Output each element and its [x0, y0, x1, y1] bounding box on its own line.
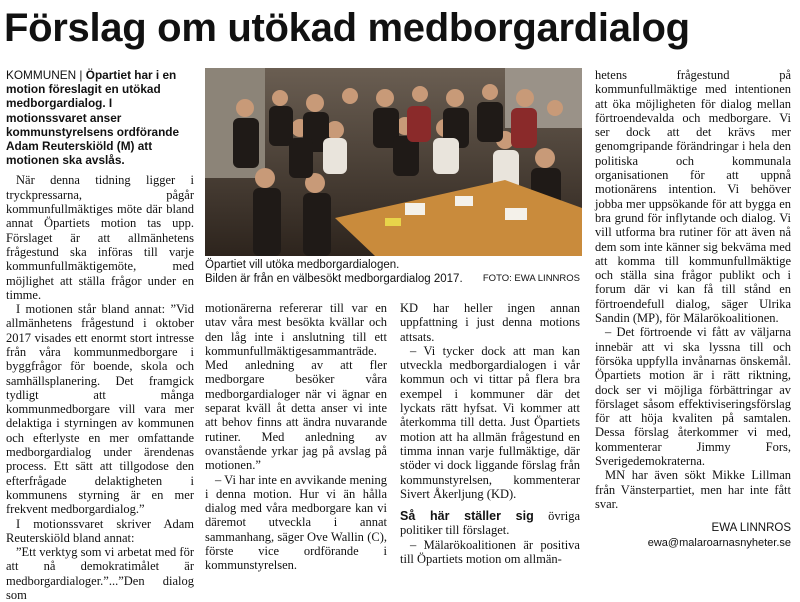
kicker-separator: | [79, 68, 83, 82]
article-column-4 [595, 68, 791, 550]
caption-line-1: Öpartiet vill utöka medborgardialogen. [205, 259, 400, 271]
body-paragraph: – Det förtroende vi fått av väljarna innebär att vi ska lyssna till och försöka uppfylla invånarnas önskemål. Öpartiets motion är i rätt riktning, dock ser vi möjliga förbättringar av förslaget såsom effektiviseringsförslag för att höja kvaliten på samtalen. Dessa förslag återkommer vi med, kommenterar Jimmy Fors, Sverigedemokraterna. [595, 325, 791, 469]
body-paragraph: När denna tidning ligger i tryckpressarna, pågår kommunfullmäktiges möte där bland annat Öpartiets motion tas upp. Förslaget är att allmänhetens frågestund ska införas till varje kommunfullmäktigemöte, med möjlighet att ställa frågor under en timme. [6, 173, 194, 302]
author-email[interactable]: ewa@malaroarnasnyheter.se [647, 536, 791, 549]
body-paragraph: KD har heller ingen annan uppfattning i just denna motions attsats. [400, 301, 580, 344]
body-paragraph: hetens frågestund på kommunfullmäktige med intentionen att öka möjligheten för dialog mellan förtroendevalda och medborgare. Vi ser dock att det krävs mer genomgripande förändringar i hela den politiska och kommunala organisationen för att uppnå motionärens intention. Vi behöver jobba mer uppsökande för att bygga en bra grund för inflytande och dialog. Vi vill utforma bra rutiner för att även nå dem som inte känner sig bekväma med att komma till kommunfullmäktige och ställa sina frågor publikt och i forum där vi kan få till stånd en förtroendefull dialog, säger Ulrika Sandin (MP), för Mälarökoalitionen. [595, 68, 791, 326]
body-paragraph: MN har även sökt Mikke Lillman från Vänsterpartiet, men har inte fått svar. [595, 468, 791, 511]
subhead-paragraph [400, 509, 580, 538]
lead-text: Öpartiet har i en motion föreslagit en utökad medborgardialog. I motionssvaret anser kommunstyrelsens ordförande Adam Reuterskiöld (M) att motionen ska avslås. [6, 68, 180, 168]
body-paragraph: – Mälarökoalitionen är positiva till Öpartiets motion om allmän- [400, 537, 580, 567]
article-photo [205, 68, 582, 256]
article-column-1 [6, 68, 194, 602]
body-paragraph: motionärerna refererar till var en utav våra mest besökta kvällar och den låg inte i anslutning till ett kommunfullmäktigesammanträde. Med anledning av att fler medborgare besöker våra medborgardialoger när vi ägnar en separat kväll åt detta anser vi inte att behov finns att ändra nuvarande rutiner. Med anledning av ovanstående yrkar jag på avslag på motionen.” [205, 301, 387, 473]
body-paragraph: I motionssvaret skriver Adam Reuterskiöld bland annat: [6, 516, 194, 545]
subhead-rest: övriga politiker till förslaget. [400, 509, 580, 538]
body-paragraph: – Vi tycker dock att man kan utveckla medborgardialogen i vår kommun och vi tittar på flera bra exempel i kommuner där det lyckats rätt hyfsat. Vi kommer att återkomma till detta. Just Öpartiets motion att ha allmän frågestund en timma innan varje fullmäktige, där stöder vi dock liggande förslag från kommunstyrelsen, kommenterar Sivert Åkerljung (KD). [400, 343, 580, 501]
caption-line-2: Bilden är från en välbesökt medborgardialog 2017. [205, 272, 463, 285]
photo-caption [205, 259, 582, 293]
body-paragraph: ”Ett verktyg som vi arbetat med för att nå demokratimålet är medborgardialoger.”...”Den dialog som [6, 545, 194, 602]
photo-credit: FOTO: EWA LINNROS [482, 273, 580, 284]
article-column-3 [400, 301, 580, 566]
body-paragraph: I motionen står bland annat: ”Vid allmänhetens frågestund i oktober 2017 visades ett enormt stort intresse från våra kommunmedborgare i byggfrågor för boende, skola och samhällsplanering. Det framgick tydligt att många kommunmedborgare vill vara mer delaktiga i styrningen av kommunen och efterlyste en mer omfattande medborgardialog under ärendenas process. Ett sätt att tillgodose den efterfrågade delaktigheten i kommunens styrning är en mer frekvent medborgardialog.” [6, 302, 194, 517]
byline: EWA LINNROS [711, 522, 791, 535]
lead-paragraph [6, 68, 194, 167]
body-paragraph: – Vi har inte en avvikande mening i denna motion. Hur vi än hålla dialog med våra medborgare kan vi däremot utveckla i annat sammanhang, säger Ove Wallin (C), förste vice ordförande i kommunstyrelsen. [205, 472, 387, 573]
section-kicker: KOMMUNEN [6, 68, 77, 82]
article-column-2 [205, 301, 387, 573]
headline: Förslag om utökad medborgardialog [4, 6, 690, 50]
subhead: Så här ställer sig [400, 509, 534, 524]
meeting-photo-illustration [205, 68, 582, 256]
